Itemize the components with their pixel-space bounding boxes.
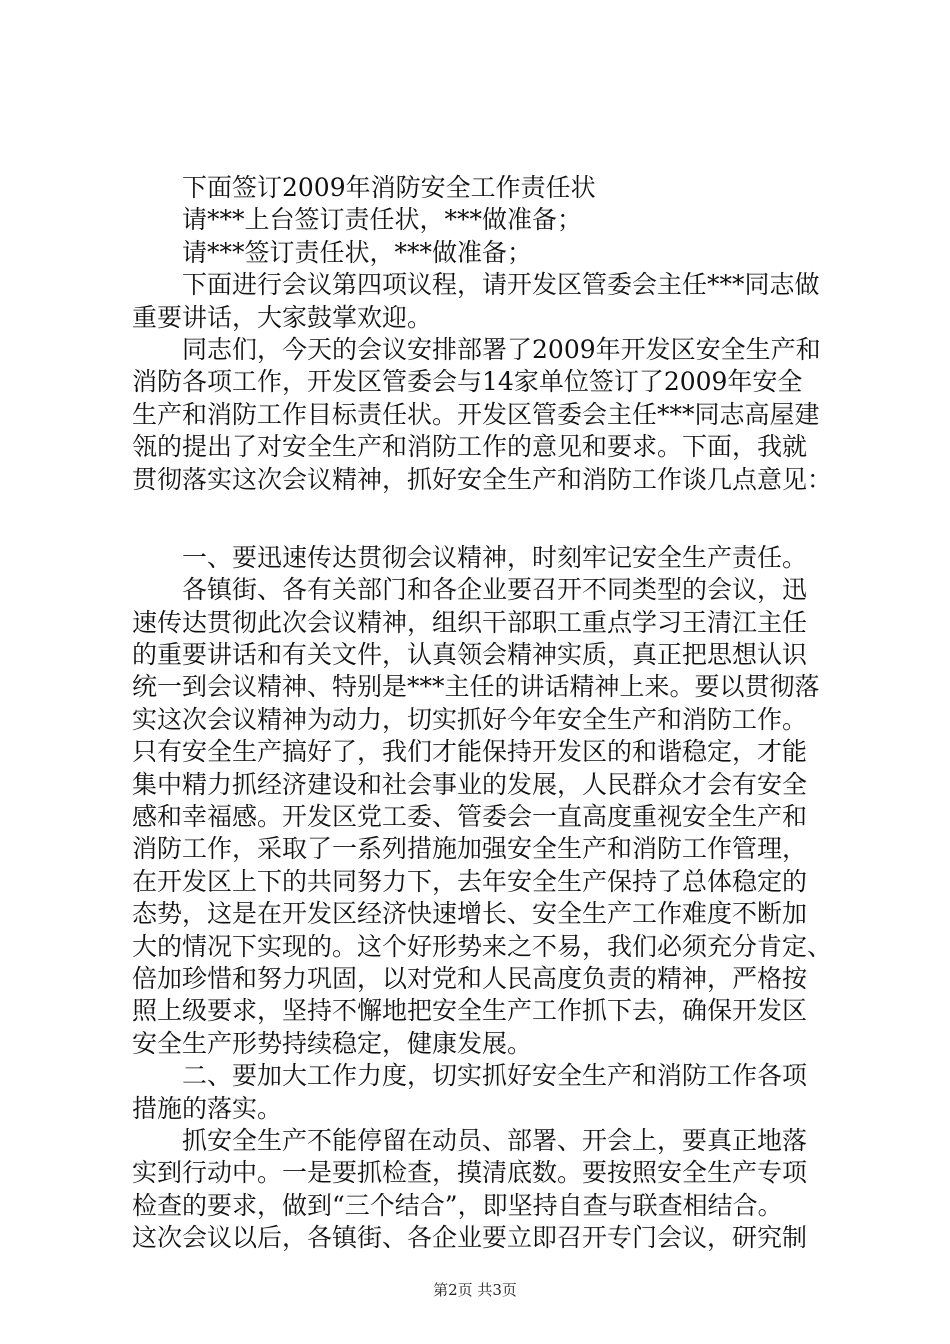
text-line: 倍加珍惜和努力巩固，以对党和人民高度负责的精神，严格按 [132,963,808,993]
text-line: 感和幸福感。开发区党工委、管委会一直高度重视安全生产和 [132,802,808,832]
text-line: 集中精力抓经济建设和社会事业的发展，人民群众才会有安全 [132,769,808,799]
text-line: 生产和消防工作目标责任状。开发区管委会主任***同志高屋建 [132,399,820,429]
text-line: 检查的要求，做到“三个结合”，即坚持自查与联查相结合。 [132,1190,783,1220]
text-line: 消防工作，采取了一系列措施加强安全生产和消防工作管理， [132,834,808,864]
text-line: 措施的落实。 [132,1093,283,1123]
text-line: 消防各项工作，开发区管委会与14家单位签订了2009年安全 [132,367,803,397]
text-line: 请***上台签订责任状，***做准备； [132,205,583,235]
text-line: 实这次会议精神为动力，切实抓好今年安全生产和消防工作。 [132,704,808,734]
text-line: 安全生产形势持续稳定，健康发展。 [132,1028,533,1058]
text-line: 的重要讲话和有关文件，认真领会精神实质，真正把思想认识 [132,640,808,670]
text-line: 统一到会议精神、特别是***主任的讲话精神上来。要以贯彻落 [132,672,820,702]
section-heading: 二、要加大工作力度，切实抓好安全生产和消防工作各项 [132,1061,808,1091]
text-line: 贯彻落实这次会议精神，抓好安全生产和消防工作谈几点意见： [132,464,833,494]
text-line: 瓴的提出了对安全生产和消防工作的意见和要求。下面，我就 [132,432,808,462]
text-line: 速传达贯彻此次会议精神，组织干部职工重点学习王清江主任 [132,607,808,637]
text-line: 态势，这是在开发区经济快速增长、安全生产工作难度不断加 [132,899,808,929]
text-line: 各镇街、各有关部门和各企业要召开不同类型的会议，迅 [132,575,808,605]
section-heading: 一、要迅速传达贯彻会议精神，时刻牢记安全生产责任。 [132,542,808,572]
text-line: 照上级要求，坚持不懈地把安全生产工作抓下去，确保开发区 [132,996,808,1026]
text-line: 请***签订责任状，***做准备； [132,237,533,267]
text-line: 下面进行会议第四项议程，请开发区管委会主任***同志做 [132,270,820,300]
text-line: 同志们，今天的会议安排部署了2009年开发区安全生产和 [132,334,821,364]
text-line: 只有安全生产搞好了，我们才能保持开发区的和谐稳定，才能 [132,737,808,767]
text-line: 下面签订2009年消防安全工作责任状 [132,173,596,202]
text-line: 抓安全生产不能停留在动员、部署、开会上，要真正地落 [132,1125,808,1155]
text-line: 在开发区上下的共同努力下，去年安全生产保持了总体稳定的 [132,866,808,896]
body-text [132,172,832,1255]
text-line: 实到行动中。一是要抓检查，摸清底数。要按照安全生产专项 [132,1158,808,1188]
paragraph-gap [132,496,832,542]
page-footer: 第2页 共3页 [433,1281,517,1299]
text-line: 重要讲话，大家鼓掌欢迎。 [132,302,433,332]
text-line: 大的情况下实现的。这个好形势来之不易，我们必须充分肯定、 [132,931,833,961]
text-line: 这次会议以后，各镇街、各企业要立即召开专门会议，研究制 [132,1223,808,1253]
